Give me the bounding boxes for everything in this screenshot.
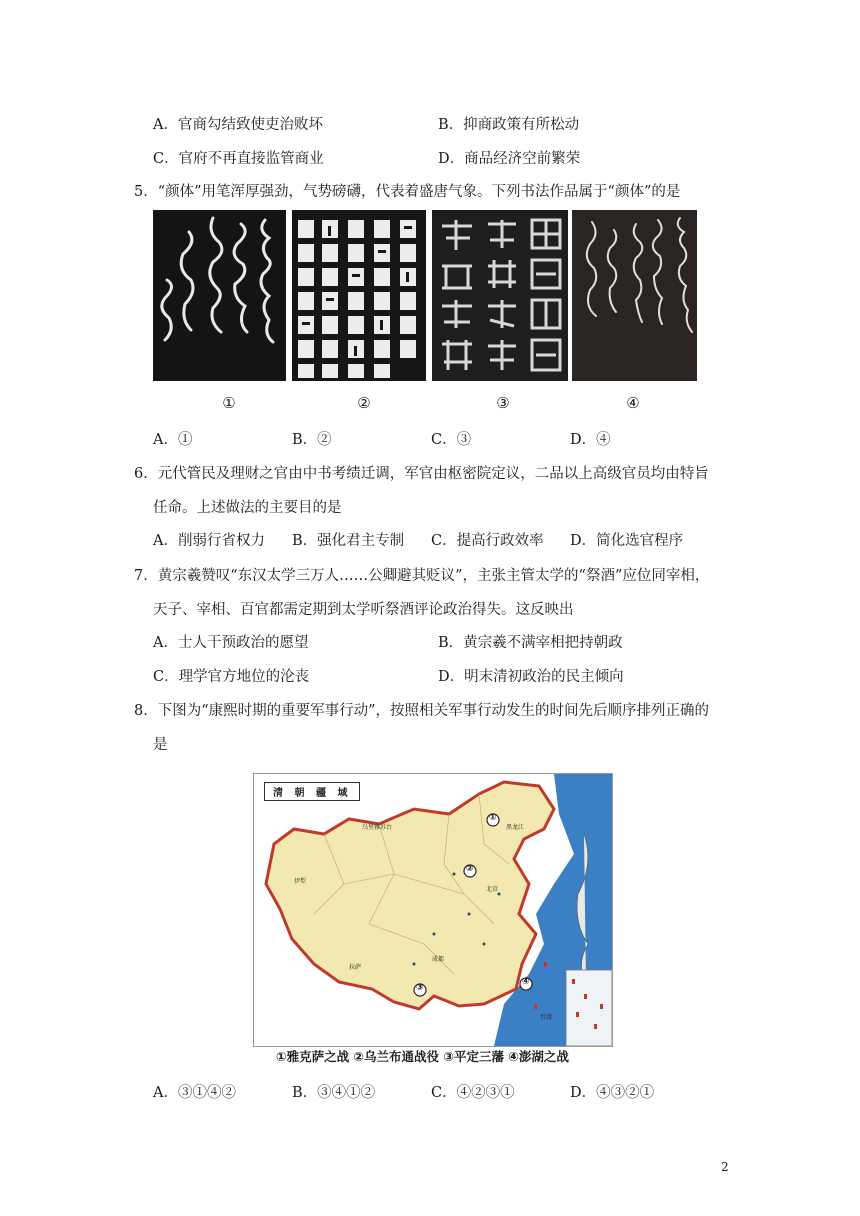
q6-option-b: B．强化君主专制 bbox=[292, 533, 405, 549]
map-place-label: 北京 bbox=[486, 886, 499, 893]
image-label-2: ② bbox=[357, 394, 371, 412]
q6-stem-line-2: 任命。上述做法的主要目的是 bbox=[153, 500, 342, 516]
q5-option-d: D．④ bbox=[570, 432, 611, 448]
map-marker-1: ① bbox=[489, 813, 497, 823]
q6-option-c: C．提高行政效率 bbox=[431, 533, 544, 549]
calligraphy-image-3 bbox=[432, 210, 568, 381]
q8-option-a: A．③①④② bbox=[153, 1085, 236, 1101]
q4-option-d: D．商品经济空前繁荣 bbox=[438, 151, 581, 167]
map-marker-2: ② bbox=[466, 864, 474, 874]
q6-option-d: D．简化选官程序 bbox=[570, 533, 684, 549]
q4-option-b: B．抑商政策有所松动 bbox=[438, 117, 580, 133]
q5-option-b: B．② bbox=[292, 432, 332, 448]
calligraphy-image-2 bbox=[292, 210, 426, 381]
qing-territory-map bbox=[253, 773, 613, 1047]
q8-option-d: D．④③②① bbox=[570, 1085, 655, 1101]
calligraphy-image-1 bbox=[153, 210, 286, 381]
q7-option-a: A．士人干预政治的愿望 bbox=[153, 635, 309, 651]
map-place-label: 拉萨 bbox=[349, 964, 362, 971]
q5-stem: 5．“颜体”用笔浑厚强劲，气势磅礴，代表着盛唐气象。下列书法作品属于“颜体”的是 bbox=[134, 184, 681, 200]
map-place-label: 乌里雅苏台 bbox=[362, 824, 393, 831]
map-caption: ①雅克萨之战 ②乌兰布通战役 ③平定三藩 ④澎湖之战 bbox=[276, 1049, 569, 1064]
q4-option-a: A．官商勾结致使吏治败坏 bbox=[153, 117, 323, 133]
image-label-4: ④ bbox=[626, 394, 640, 412]
q8-stem-line-2: 是 bbox=[153, 737, 168, 753]
map-place-label: 黑龙江 bbox=[506, 824, 525, 831]
q5-option-c: C．③ bbox=[431, 432, 472, 448]
q6-stem-line-1: 6．元代管民及理财之官由中书考绩迁调，军官由枢密院定议，二品以上高级官员均由特旨 bbox=[134, 466, 709, 482]
q8-option-b: B．③④①② bbox=[292, 1085, 376, 1101]
q7-option-c: C．理学官方地位的沦丧 bbox=[153, 669, 310, 685]
map-marker-3: ③ bbox=[416, 983, 424, 993]
map-title: 清 朝 疆 域 bbox=[264, 782, 360, 801]
q8-stem-line-1: 8．下图为“康熙时期的重要军事行动”，按照相关军事行动发生的时间先后顺序排列正确的 bbox=[134, 703, 710, 719]
q5-option-a: A．① bbox=[153, 432, 193, 448]
q8-option-c: C．④②③① bbox=[431, 1085, 515, 1101]
q6-option-a: A．削弱行省权力 bbox=[153, 533, 265, 549]
map-place-label: 台湾 bbox=[540, 1014, 553, 1021]
q4-option-c: C．官府不再直接监管商业 bbox=[153, 151, 324, 167]
q7-stem-line-2: 天子、宰相、百官都需定期到太学听祭酒评论政治得失。这反映出 bbox=[153, 602, 574, 618]
image-label-3: ③ bbox=[496, 394, 510, 412]
map-marker-4: ④ bbox=[522, 977, 530, 987]
page-number: 2 bbox=[721, 1160, 729, 1174]
image-label-1: ① bbox=[222, 394, 236, 412]
map-place-label: 伊犁 bbox=[294, 878, 307, 885]
q7-option-b: B．黄宗羲不满宰相把持朝政 bbox=[438, 635, 623, 651]
map-place-label: 成都 bbox=[432, 956, 445, 963]
q7-option-d: D．明末清初政治的民主倾向 bbox=[438, 669, 624, 685]
q7-stem-line-1: 7．黄宗羲赞叹“东汉太学三万人……公卿避其贬议”，主张主管太学的“祭酒”应位同宰相， bbox=[134, 568, 710, 584]
calligraphy-image-4 bbox=[572, 210, 697, 381]
